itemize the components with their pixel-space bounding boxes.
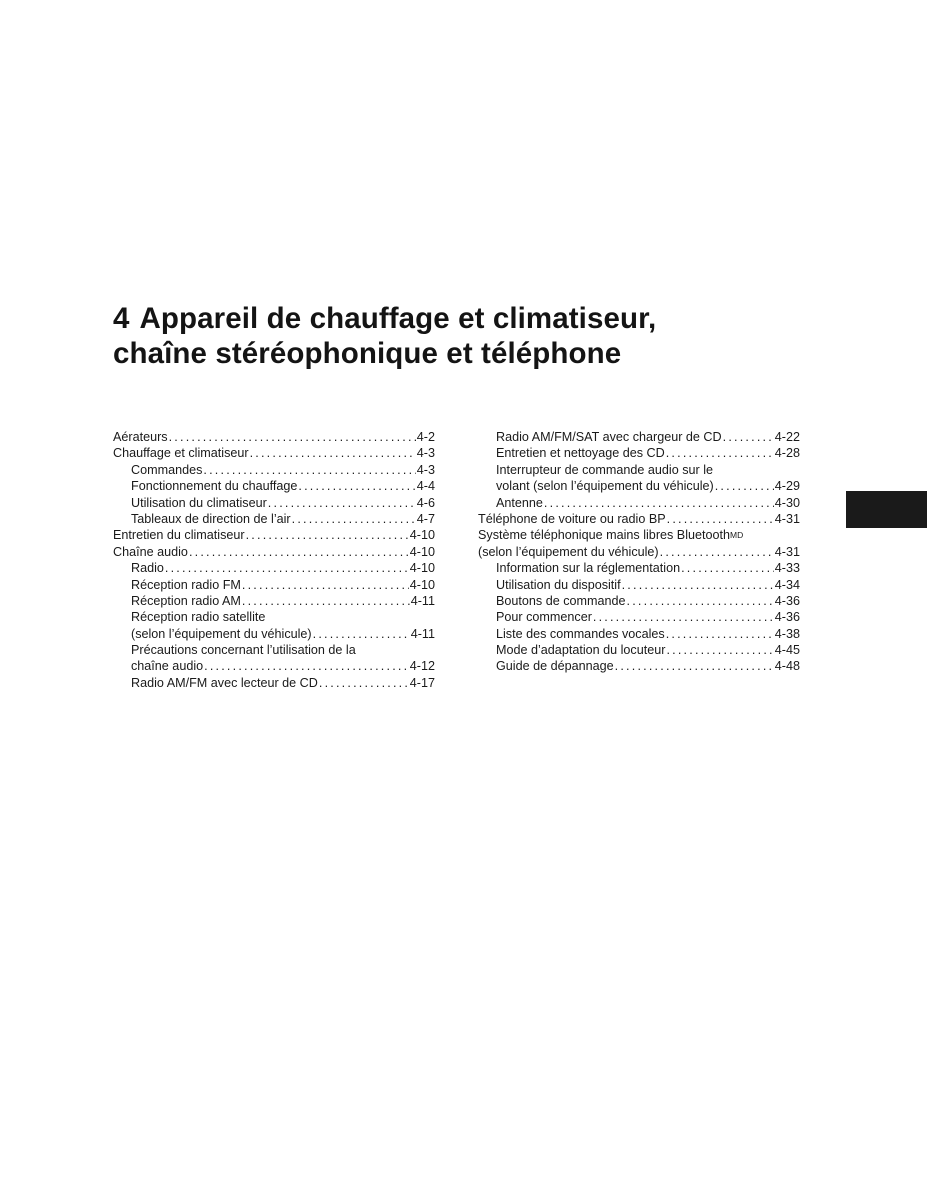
title-text-1: Appareil de chauffage et climatiseur,: [139, 302, 657, 335]
toc-entry[interactable]: Téléphone de voiture ou radio BP ..... 4-31: [478, 511, 800, 527]
toc-entry[interactable]: Utilisation du climatiseur ..... 4-6: [113, 495, 435, 511]
toc-entry-continued[interactable]: Précautions concernant l’utilisation de la: [131, 643, 356, 658]
title-line-2: chaîne stéréophonique et téléphone: [113, 337, 622, 370]
toc-entry-continued[interactable]: Réception radio satellite: [131, 610, 266, 625]
toc-entry[interactable]: Chauffage et climatiseur ..... 4-3: [113, 445, 435, 461]
toc-entry[interactable]: Commandes ..... 4-3: [113, 462, 435, 478]
toc-right-column: [478, 429, 800, 675]
toc-entry[interactable]: Radio AM/FM/SAT avec chargeur de CD ..... 4-22: [478, 429, 800, 445]
toc-entry[interactable]: Antenne ..... 4-30: [478, 495, 800, 511]
toc-entry[interactable]: Entretien et nettoyage des CD ..... 4-28: [478, 445, 800, 461]
toc-entry-continued[interactable]: Interrupteur de commande audio sur le: [496, 462, 714, 477]
toc-entry[interactable]: Utilisation du dispositif ..... 4-34: [478, 577, 800, 593]
toc-left-column: [113, 429, 435, 691]
toc-entry[interactable]: Pour commencer ..... 4-36: [478, 609, 800, 625]
toc-entry[interactable]: Mode d’adaptation du locuteur ..... 4-45: [478, 642, 800, 658]
toc-entry[interactable]: Guide de dépannage ..... 4-48: [478, 658, 800, 674]
toc-entry[interactable]: Aérateurs ..... 4-2: [113, 429, 435, 445]
toc-entry[interactable]: Tableaux de direction de l’air ..... 4-7: [113, 511, 435, 527]
toc-entry[interactable]: Réception radio FM ..... 4-10: [113, 577, 435, 593]
toc-entry[interactable]: chaîne audio ..... 4-12: [113, 658, 435, 674]
toc-entry[interactable]: Information sur la réglementation ..... 4-33: [478, 560, 800, 576]
toc-entry[interactable]: volant (selon l’équipement du véhicule) ..... 4-29: [478, 478, 800, 494]
toc-entry-continued[interactable]: Système téléphonique mains libres Bluetooth $^{MD}$: [478, 528, 744, 543]
toc-entry[interactable]: Boutons de commande ..... 4-36: [478, 593, 800, 609]
toc-entry[interactable]: Fonctionnement du chauffage ..... 4-4: [113, 478, 435, 494]
toc-entry[interactable]: Entretien du climatiseur ..... 4-10: [113, 527, 435, 543]
toc-entry[interactable]: Radio AM/FM avec lecteur de CD ..... 4-17: [113, 675, 435, 691]
chapter-thumb-tab: [846, 491, 927, 528]
toc-entry[interactable]: (selon l’équipement du véhicule) ..... 4-31: [478, 544, 800, 560]
toc-entry[interactable]: Chaîne audio ..... 4-10: [113, 544, 435, 560]
page-title: [113, 301, 656, 371]
title-line-1: [113, 301, 656, 336]
toc-entry[interactable]: Radio ..... 4-10: [113, 560, 435, 576]
toc-entry[interactable]: (selon l’équipement du véhicule) ..... 4-11: [113, 626, 435, 642]
toc-entry[interactable]: Liste des commandes vocales ..... 4-38: [478, 626, 800, 642]
chapter-number: 4: [113, 302, 130, 335]
toc-entry[interactable]: Réception radio AM ..... 4-11: [113, 593, 435, 609]
